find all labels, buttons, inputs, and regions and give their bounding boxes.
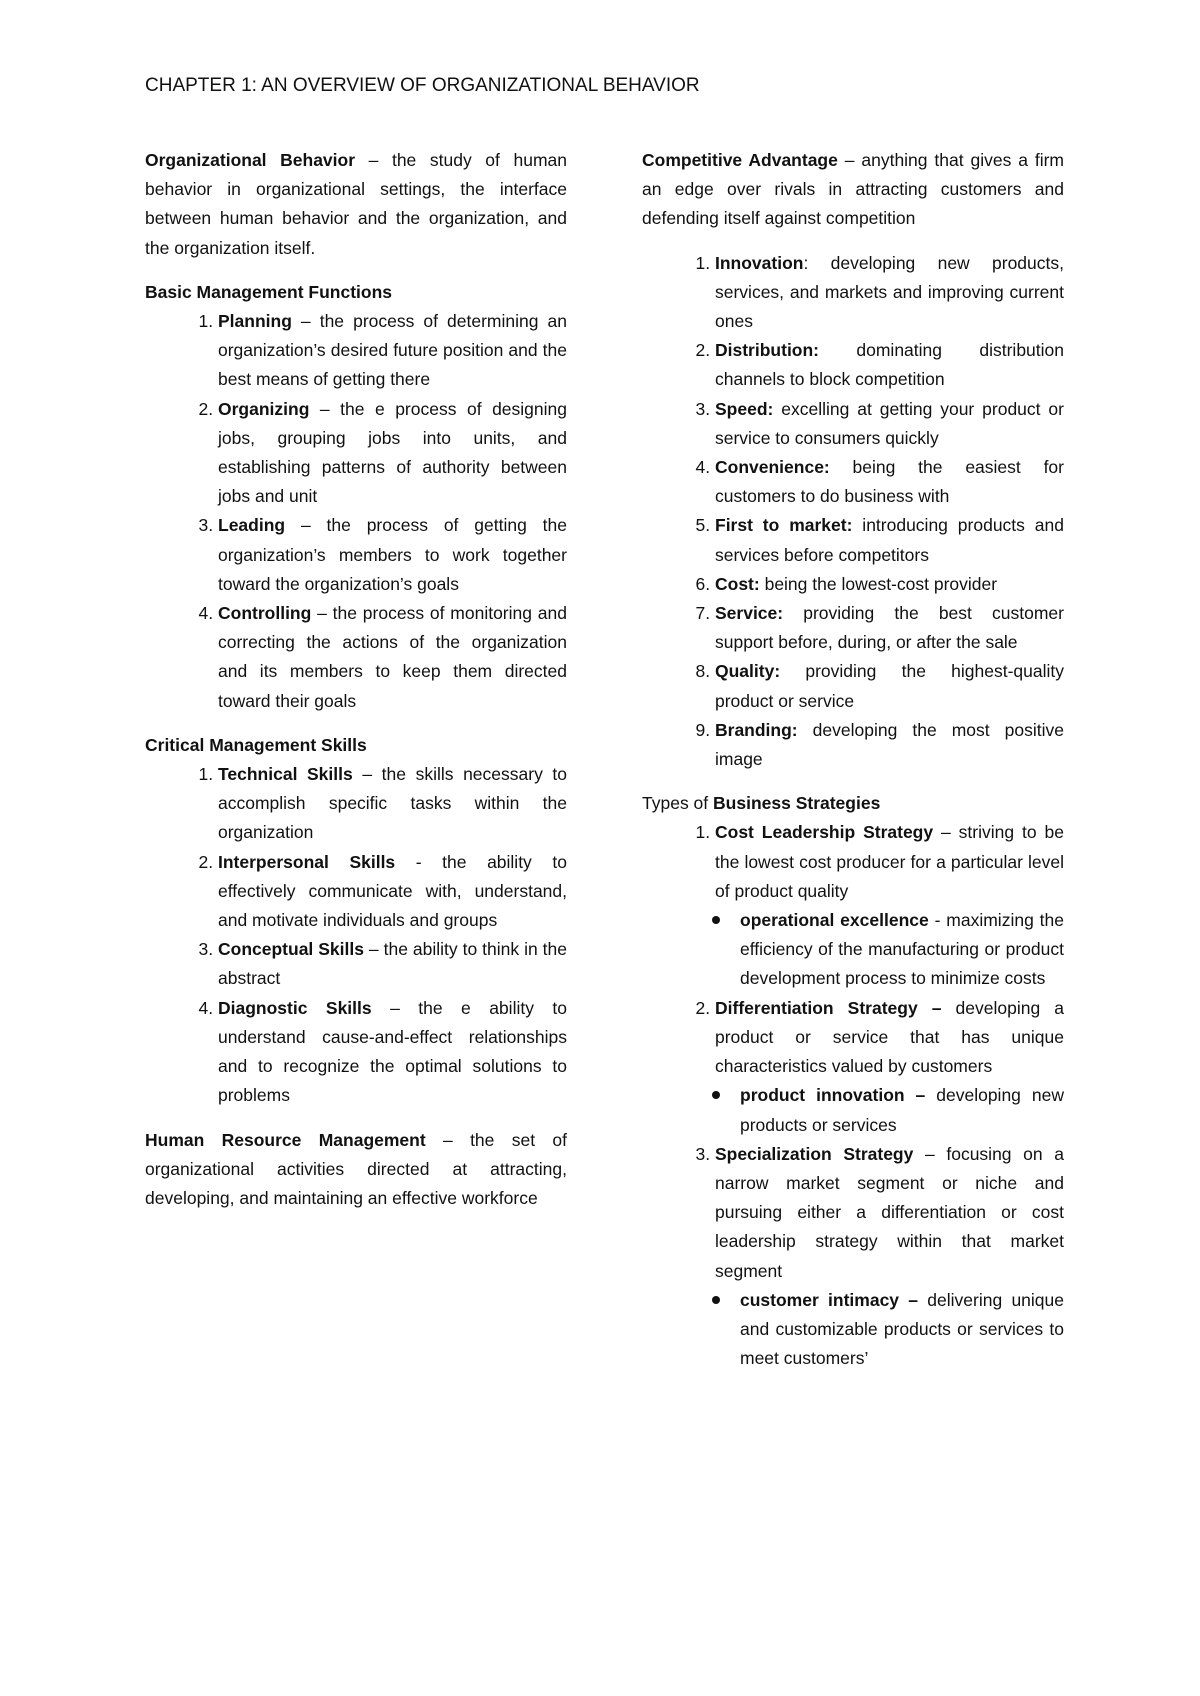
item-term: Cost: — [715, 573, 760, 594]
item-term: Differentiation Strategy – — [715, 997, 942, 1018]
item-text: – the process of determining an organization’s desired future position and the best means of getting there — [218, 311, 567, 390]
item-term: Quality: — [715, 661, 781, 682]
item-text: providing the highest-quality product or service — [715, 661, 1064, 711]
page-title: CHAPTER 1: AN OVERVIEW OF ORGANIZATIONAL BEHAVIOR — [145, 75, 700, 96]
item-term: Branding: — [715, 719, 798, 740]
list-item — [715, 453, 1064, 511]
list-item — [715, 818, 1064, 993]
item-term: Service: — [715, 603, 784, 624]
item-term: Speed: — [715, 398, 774, 419]
definition-term: Organizational Behavior — [145, 150, 356, 170]
list-item — [715, 994, 1064, 1140]
item-text: excelling at getting your product or service to consumers quickly — [715, 398, 1064, 448]
section-heading-basic-management-functions: Basic Management Functions — [145, 281, 392, 302]
item-text: – striving to be the lowest cost producer for a particular level of product quality — [715, 822, 1064, 901]
sub-item-text: developing new products or services — [740, 1085, 1064, 1135]
list-item — [715, 599, 1064, 657]
list-item — [715, 657, 1064, 715]
item-text: – the e ability to understand cause-and-effect relationships and to recognize the optimal solutions to problems — [218, 997, 567, 1106]
definition-competitive-advantage — [642, 146, 1064, 234]
list-item — [715, 395, 1064, 453]
item-term: Organizing — [218, 398, 310, 419]
section-heading-business-strategies — [642, 789, 1064, 818]
definition-term: Competitive Advantage — [642, 150, 838, 170]
item-text: – the ability to think in the abstract — [218, 939, 567, 989]
section-heading-critical-management-skills: Critical Management Skills — [145, 734, 367, 755]
item-text: developing the most positive image — [715, 719, 1064, 770]
list-item — [218, 395, 567, 512]
item-term: Specialization Strategy — [715, 1143, 914, 1164]
item-term: Innovation — [715, 252, 804, 273]
sub-item-term: customer intimacy – — [740, 1289, 919, 1310]
item-term: Planning — [218, 311, 292, 332]
item-term: Diagnostic Skills — [218, 997, 372, 1018]
item-term: Convenience: — [715, 457, 830, 478]
sub-item-term: product innovation – — [740, 1085, 926, 1106]
left-column — [145, 146, 567, 1228]
list-item — [715, 249, 1064, 337]
item-text: – the process of monitoring and correcting the actions of the organization and its members to keep them directed toward their goals — [218, 603, 567, 711]
definition-organizational-behavior — [145, 146, 567, 263]
list-item — [715, 716, 1064, 774]
item-term: Controlling — [218, 603, 312, 624]
heading-prefix: Types of — [642, 793, 714, 814]
item-term: Conceptual Skills — [218, 939, 364, 960]
list-item — [218, 848, 567, 936]
item-text: – focusing on a narrow market segment or niche and pursuing either a differentiation or cost leadership strategy within that market segment — [715, 1143, 1064, 1281]
management-skills-list — [145, 760, 567, 1110]
sub-list — [715, 1081, 1064, 1139]
item-term: Technical Skills — [218, 764, 353, 785]
sub-item-text: delivering unique and customizable products or services to meet customers’ — [740, 1289, 1065, 1369]
list-item — [218, 935, 567, 993]
item-text: introducing products and services before competitors — [715, 515, 1064, 565]
list-item — [218, 760, 567, 848]
sub-list-item — [740, 1081, 1064, 1139]
business-strategies-list — [642, 818, 1064, 1373]
item-text: dominating distribution channels to block competition — [715, 340, 1064, 390]
definition-human-resource-management — [145, 1126, 567, 1214]
sub-list-item — [740, 1286, 1064, 1374]
list-item — [218, 599, 567, 716]
sub-item-term: operational excellence — [740, 910, 929, 931]
management-functions-list — [145, 307, 567, 716]
definition-term: Human Resource Management — [145, 1129, 426, 1150]
item-text: developing a product or service that has unique characteristics valued by customers — [715, 997, 1064, 1077]
list-item — [218, 511, 567, 599]
item-term: Distribution: — [715, 340, 820, 361]
item-text: providing the best customer support before, during, or after the sale — [715, 603, 1064, 653]
sub-list-item — [740, 906, 1064, 994]
list-item — [218, 994, 567, 1111]
list-item — [715, 336, 1064, 394]
item-term: Cost Leadership Strategy — [715, 822, 934, 843]
definition-text: – anything that gives a firm an edge over rivals in attracting customers and defending itself against competition — [642, 150, 1064, 229]
bullet-icon — [712, 916, 720, 924]
item-text: : developing new products, services, and markets and improving current ones — [715, 252, 1064, 332]
competitive-advantages-list — [642, 249, 1064, 775]
list-item — [715, 1140, 1064, 1374]
item-text: being the easiest for customers to do business with — [715, 457, 1064, 507]
list-item — [715, 570, 1064, 599]
item-term: First to market: — [715, 515, 853, 536]
item-text: being the lowest-cost provider — [759, 573, 998, 594]
item-text: – the e process of designing jobs, grouping jobs into units, and establishing patterns of authority between jobs and unit — [218, 398, 567, 507]
definition-text: – the study of human behavior in organizational settings, the interface between human behavior and the organization, and the organization itself. — [145, 150, 567, 258]
item-term: Leading — [218, 515, 286, 536]
item-text: – the process of getting the organization’s members to work together toward the organization’s goals — [218, 515, 567, 594]
bullet-icon — [712, 1296, 720, 1304]
definition-text: – the set of organizational activities directed at attracting, developing, and maintaining an effective workforce — [145, 1129, 567, 1208]
item-text: – the skills necessary to accomplish specific tasks within the organization — [218, 764, 568, 843]
item-term: Interpersonal Skills — [218, 851, 396, 872]
item-text: - the ability to effectively communicate with, understand, and motivate individuals and groups — [218, 851, 567, 931]
bullet-icon — [712, 1091, 720, 1099]
sub-list — [715, 906, 1064, 994]
sub-item-text: - maximizing the efficiency of the manufacturing or product development process to minimize costs — [740, 910, 1064, 989]
heading-bold: Business Strategies — [713, 793, 881, 814]
sub-list — [715, 1286, 1064, 1374]
list-item — [218, 307, 567, 395]
list-item — [715, 511, 1064, 569]
right-column — [642, 146, 1064, 1388]
